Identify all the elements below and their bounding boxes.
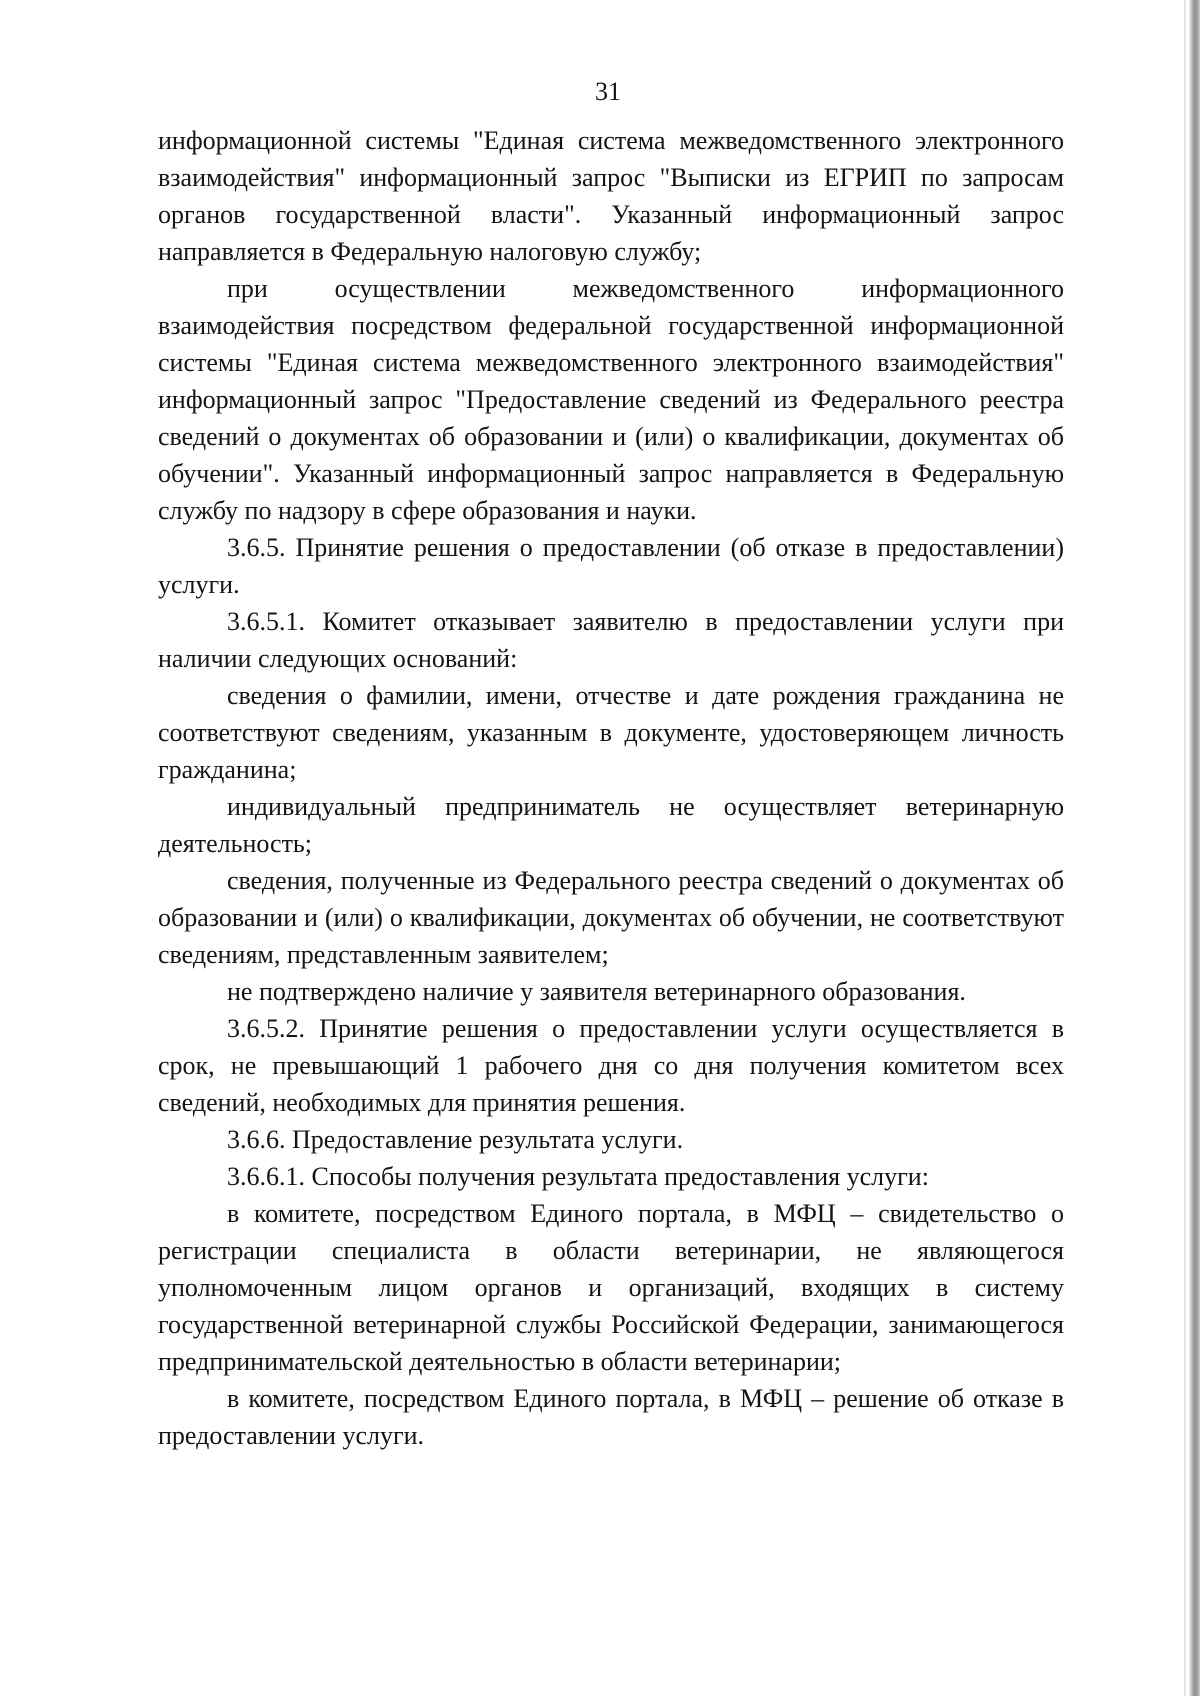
list-item-no-veterinary-education: не подтверждено наличие у заявителя ветеринарного образования. <box>227 977 966 1006</box>
document-body <box>158 122 1064 1454</box>
paragraph-3-6-5-1-refusal-grounds: 3.6.5.1. Комитет отказывает заявителю в предоставлении услуги при наличии следующих оснований: <box>158 607 1064 673</box>
list-item-refusal-result: в комитете, посредством Единого портала, в МФЦ – решение об отказе в предоставлении услуги. <box>158 1384 1064 1450</box>
paragraph-3-6-5-decision: 3.6.5. Принятие решения о предоставлении (об отказе в предоставлении) услуги. <box>158 533 1064 599</box>
page-number: 31 <box>595 77 621 106</box>
list-item-registry-mismatch: сведения, полученные из Федерального реестра сведений о документах об образовании и (или) о квалификации, документах об обучении, не соответствуют сведениям, представленным заявителем; <box>158 866 1064 969</box>
list-item-no-veterinary-activity: индивидуальный предприниматель не осуществляет ветеринарную деятельность; <box>158 792 1064 858</box>
paragraph-egrip-request: информационной системы "Единая система межведомственного электронного взаимодействия" информационный запрос "Выписки из ЕГРИП по запросам органов государственной власти". Указанный информационный запрос направляется в Федеральную налоговую службу; <box>158 126 1064 266</box>
scan-edge-shadow <box>1189 0 1200 1696</box>
paragraph-3-6-5-2-decision-term: 3.6.5.2. Принятие решения о предоставлении услуги осуществляется в срок, не превышающий 1 рабочего дня со дня получения комитетом всех сведений, необходимых для принятия решения. <box>158 1014 1064 1117</box>
scan-edge-line <box>1184 0 1186 1696</box>
list-item-name-mismatch: сведения о фамилии, имени, отчестве и дате рождения гражданина не соответствуют сведениям, указанным в документе, удостоверяющем личность гражданина; <box>158 681 1064 784</box>
paragraph-3-6-6-1-result-methods: 3.6.6.1. Способы получения результата предоставления услуги: <box>227 1162 929 1191</box>
list-item-certificate-result: в комитете, посредством Единого портала, в МФЦ – свидетельство о регистрации специалиста в области ветеринарии, не являющегося уполномоченным лицом органов и организаций, входящих в систему государственной ветеринарной службы Российской Федерации, занимающегося предпринимательской деятельностью в области ветеринарии; <box>158 1199 1064 1376</box>
paragraph-education-registry-request: при осуществлении межведомственного информационного взаимодействия посредством федеральной государственной информационной системы "Единая система межведомственного электронного взаимодействия" информационный запрос "Предоставление сведений из Федерального реестра сведений о документах об образовании и (или) о квалификации, документах об обучении". Указанный информационный запрос направляется в Федеральную службу по надзору в сфере образования и науки. <box>158 274 1064 525</box>
paragraph-3-6-6-result: 3.6.6. Предоставление результата услуги. <box>227 1125 684 1154</box>
